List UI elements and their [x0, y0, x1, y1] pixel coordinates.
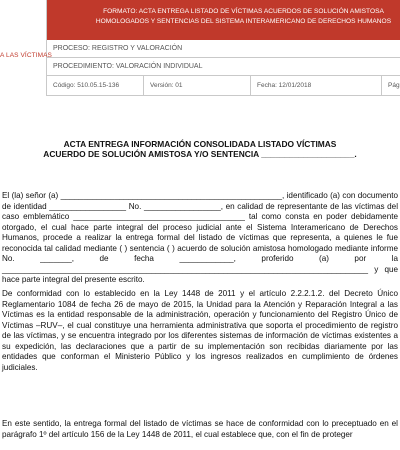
version-cell: Versión: 01	[144, 76, 251, 96]
procedure-row: PROCEDIMIENTO: VALORACIÓN INDIVIDUAL	[47, 58, 400, 76]
format-title: FORMATO: ACTA ENTREGA LISTADO DE VÍCTIMAS ACUERDOS DE SOLUCIÓN AMISTOSA HOMOLOGADOS Y SENTENCIAS DEL SISTEMA INTERAMERICANO DE DERECHOS HUMANOS	[47, 0, 400, 40]
paragraph-representative: El (la) señor (a) _________________________________________________, identificado (a) con documento de identidad _________________ No. _________________, en calidad de representante de las víctimas del caso emblemático ______________________________________ tal como consta en poder debidamente otorgado, el cual hace parte integral del proceso judicial ante el Sistema Interamericano de Derechos Humanos, procede a realizar la entrega formal del listado de víctimas que representa, a quienes le fue reconocida tal calidad mediante ( ) sentencia ( ) acuerdo de solución amistosa homologado mediante informe No. _______, de fecha ____________, proferido (a) por la _________________________________________________________________________________ y que hace parte integral del presente escrito.	[2, 191, 398, 284]
document-title-line1: ACTA ENTREGA INFORMACIÓN CONSOLIDADA LISTADO VÍCTIMAS	[63, 139, 337, 149]
paragraph-delivery: En este sentido, la entrega formal del listado de víctimas se hace de conformidad con lo preceptuado en el parágrafo 1º del artículo 156 de la Ley 1448 de 2011, el cual establece que, con el fin de proteger	[2, 419, 398, 439]
logo-cell	[0, 0, 52, 96]
date-cell: Fecha: 12/01/2018	[251, 76, 382, 96]
code-cell: Código: 510.05.15-136	[47, 76, 144, 96]
metadata-row	[47, 76, 400, 96]
document-title-line2: ACUERDO DE SOLUCIÓN AMISTOSA Y/O SENTENCIA ____________________.	[43, 149, 357, 159]
process-row: PROCESO: REGISTRO Y VALORACIÓN	[47, 40, 400, 58]
logo-text: A LAS VÍCTIMAS	[0, 52, 52, 59]
document-header	[0, 0, 400, 96]
page-cell: Pág	[388, 82, 400, 89]
paragraph-legal-basis: De conformidad con lo establecido en la Ley 1448 de 2011 y el artículo 2.2.2.1.2. del Decreto Único Reglamentario 1084 de fecha 26 de mayo de 2015, la Unidad para la Atención y Reparación Integral a las Víctimas es la entidad responsable de la administración, operación y funcionamiento del Registro Único de Víctimas –RUV–, el cual constituye una herramienta administrativa que soporta el procedimiento de registro de las víctimas, y se encuentra integrado por los diferentes sistemas de información de víctimas existentes a su expedición, las declaraciones que a partir de su implementación son recibidas diariamente por las entidades que conforman el Ministerio Público y los ingresos realizados en cumplimiento de órdenes judiciales.	[2, 289, 398, 372]
